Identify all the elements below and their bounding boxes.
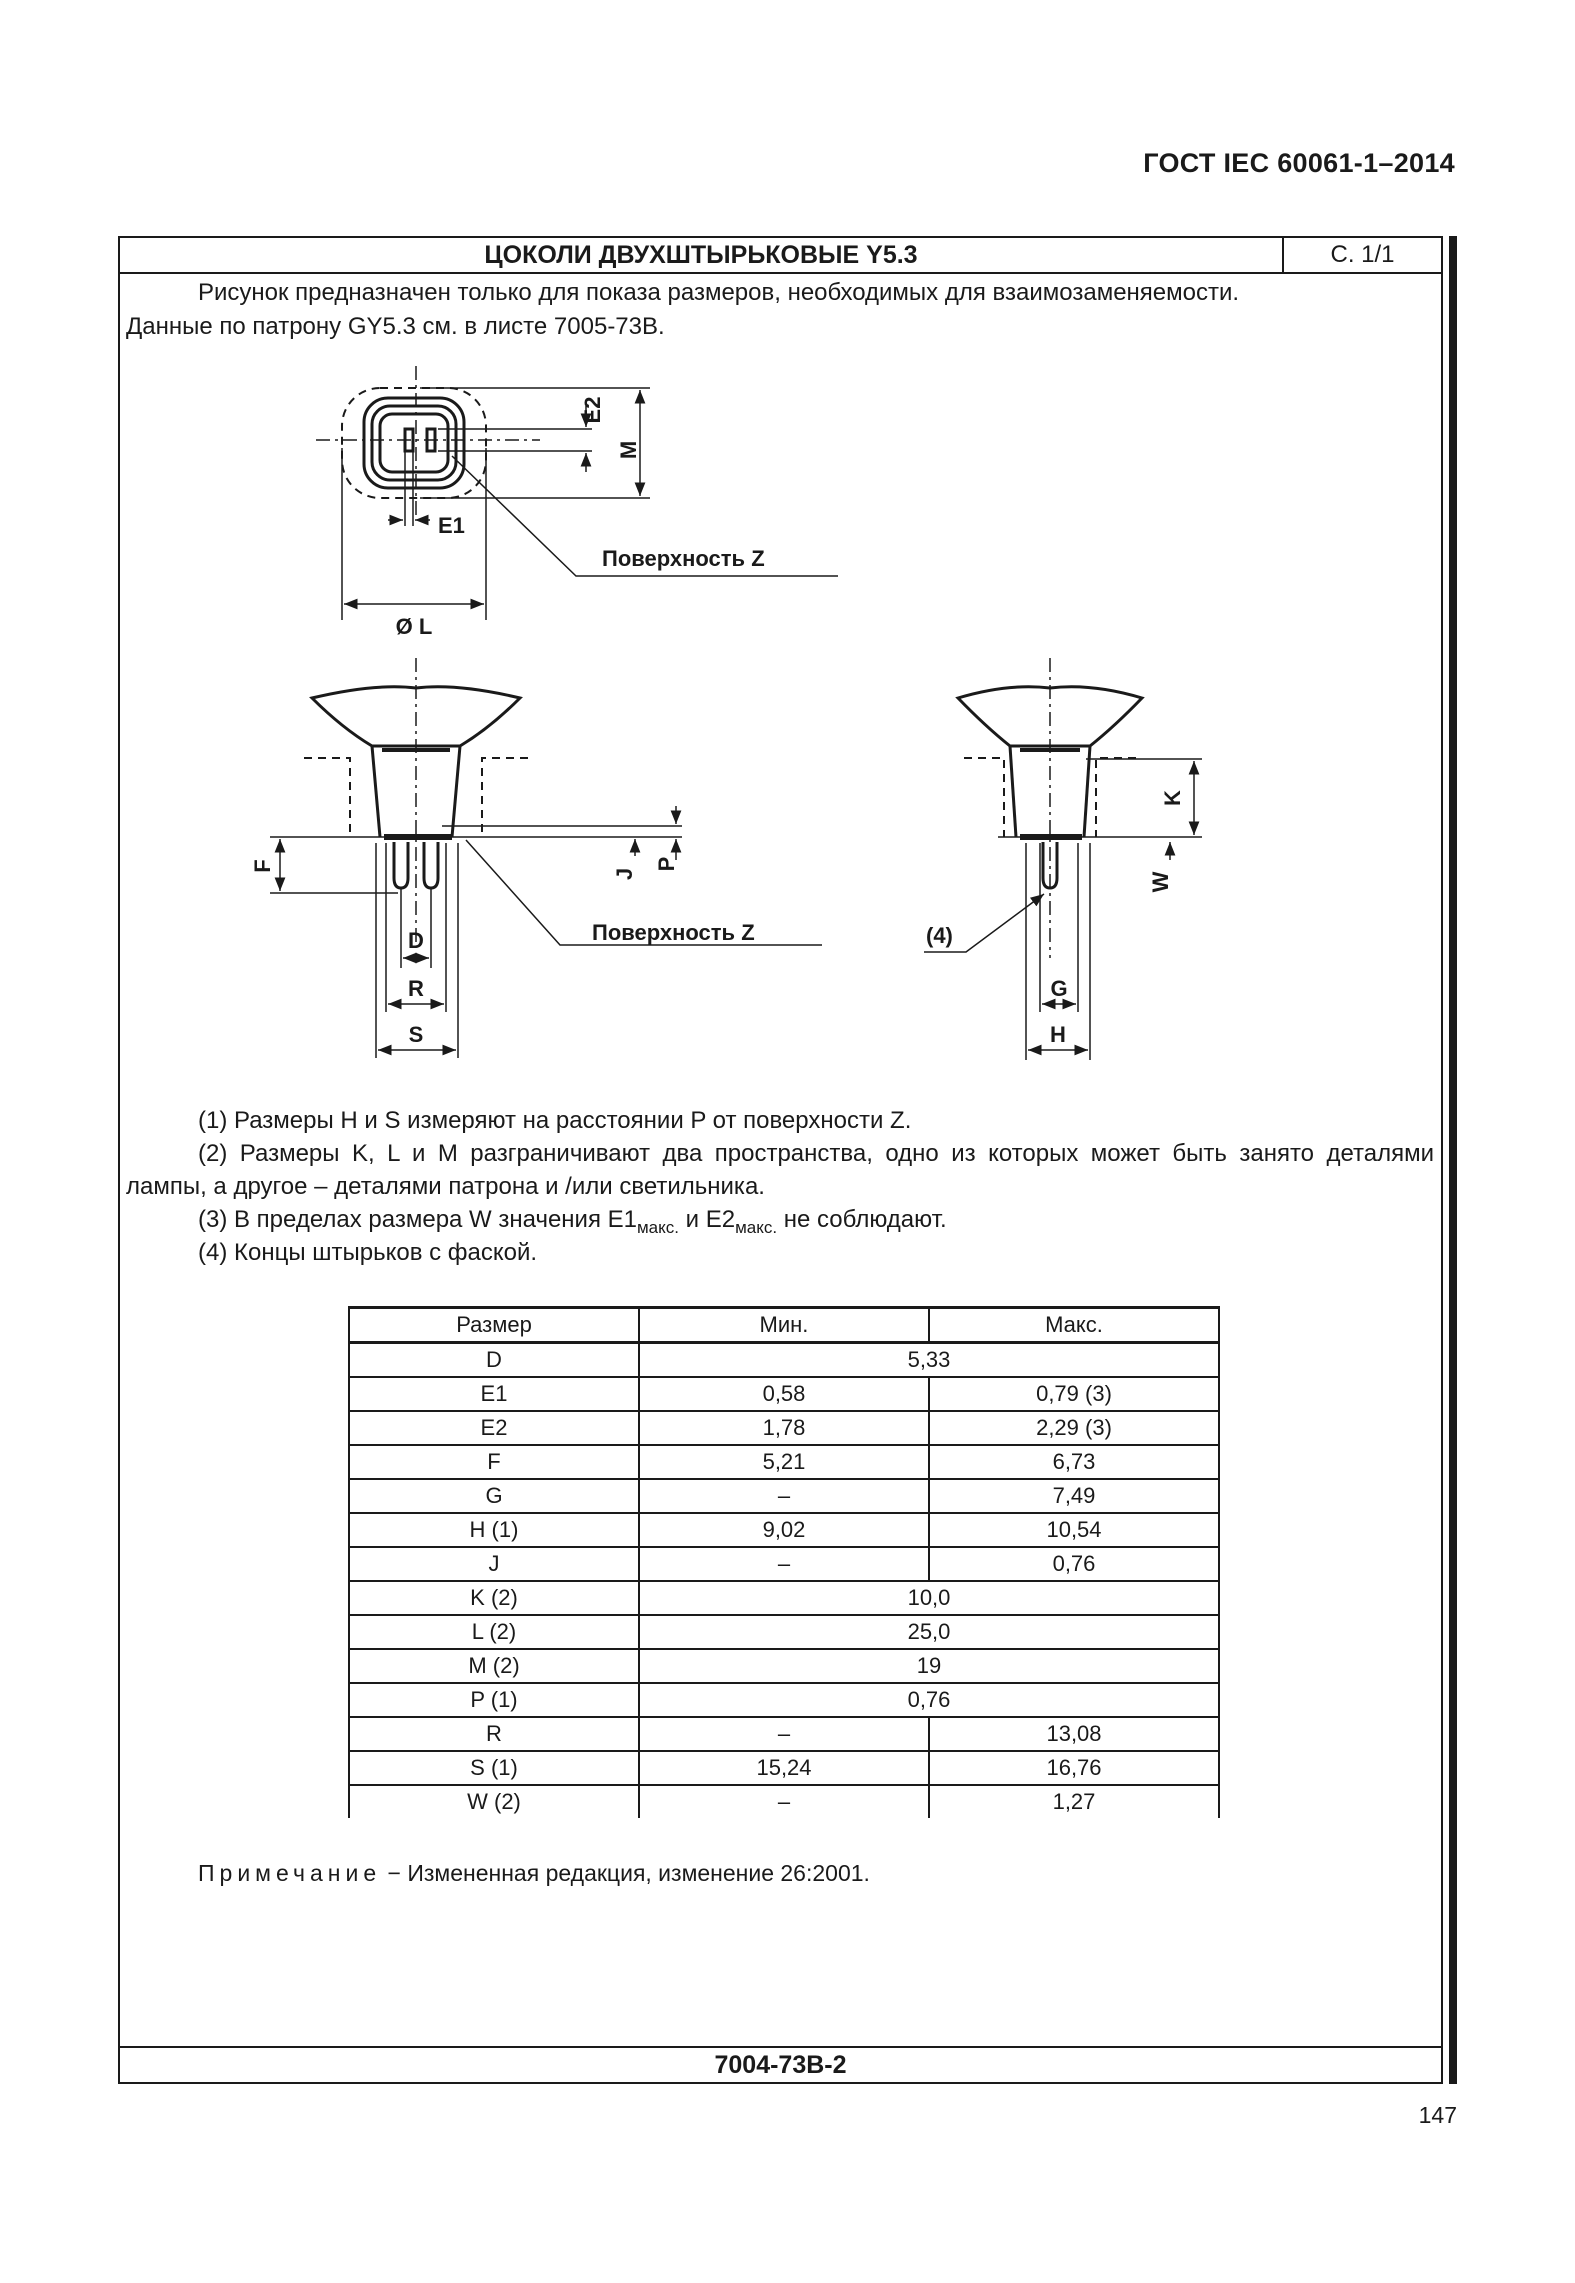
table-row: [349, 1683, 1219, 1717]
label-k: K: [1160, 790, 1185, 806]
cell-min: –: [639, 1785, 929, 1818]
label-h: H: [1050, 1022, 1066, 1047]
cell-value: 25,0: [639, 1615, 1219, 1649]
label-note4: (4): [926, 923, 953, 948]
label-r: R: [408, 976, 424, 1001]
cell-max: 2,29 (3): [929, 1411, 1219, 1445]
table-row: [349, 1547, 1219, 1581]
cell-value: 0,76: [639, 1683, 1219, 1717]
table-row: [349, 1513, 1219, 1547]
label-w: W: [1148, 871, 1173, 893]
page-number: 147: [1418, 2102, 1457, 2128]
cell-min: 0,58: [639, 1377, 929, 1411]
label-g: G: [1050, 976, 1068, 1001]
cell-max: 13,08: [929, 1717, 1219, 1751]
sheet-page: С. 1/1: [1330, 241, 1395, 268]
cell-min: 5,21: [639, 1445, 929, 1479]
note-3-sub-1: макс.: [636, 1218, 679, 1237]
cell-max: 10,54: [929, 1513, 1219, 1547]
footnote-text: − Измененная редакция, изменение 26:2001.: [381, 1860, 870, 1886]
note-3: [126, 1203, 1434, 1236]
cell-dimension: W (2): [349, 1785, 639, 1818]
cap-drawing: [120, 358, 1441, 1098]
table-row: [349, 1751, 1219, 1785]
cell-max: 16,76: [929, 1751, 1219, 1785]
standard-code: ГОСТ IEC 60061-1–2014: [1143, 148, 1455, 178]
cell-dimension: S (1): [349, 1751, 639, 1785]
cell-max: 0,79 (3): [929, 1377, 1219, 1411]
cell-min: 15,24: [639, 1751, 929, 1785]
intro-line-2: Данные по патрону GY5.3 см. в листе 7005-73B.: [126, 313, 665, 340]
label-surface-z-side: Поверхность Z: [592, 920, 755, 945]
cell-dimension: F: [349, 1445, 639, 1479]
cell-min: 1,78: [639, 1411, 929, 1445]
header-max: Макс.: [929, 1308, 1219, 1343]
label-f: F: [250, 859, 275, 873]
cell-dimension: L (2): [349, 1615, 639, 1649]
note-4: (4) Концы штырьков с фаской.: [198, 1239, 538, 1266]
cell-dimension: P (1): [349, 1683, 639, 1717]
note-3-part-c: не соблюдают.: [777, 1206, 947, 1233]
sheet-title: ЦОКОЛИ ДВУХШТЫРЬКОВЫЕ Y5.3: [120, 238, 1284, 272]
cell-dimension: J: [349, 1547, 639, 1581]
cell-max: 7,49: [929, 1479, 1219, 1513]
table-row: [349, 1445, 1219, 1479]
table-row: [349, 1717, 1219, 1751]
table-row: [349, 1649, 1219, 1683]
table-header-row: [349, 1308, 1219, 1343]
sheet-code: 7004-73B-2: [120, 2046, 1441, 2082]
cell-value: 10,0: [639, 1581, 1219, 1615]
label-j: J: [612, 867, 637, 881]
cell-max: 6,73: [929, 1445, 1219, 1479]
table-row: [349, 1615, 1219, 1649]
note-3-sub-2: макс.: [735, 1218, 778, 1237]
header-dimension: Размер: [349, 1308, 639, 1343]
note-3-part-a: (3) В пределах размера W значения E1: [198, 1206, 637, 1233]
table-row: [349, 1411, 1219, 1445]
label-surface-z-top: Поверхность Z: [602, 546, 765, 571]
cell-min: 9,02: [639, 1513, 929, 1547]
note-2: (2) Размеры K, L и M разграничивают два пространства, одно из которых может быть занято деталями лампы, а другое – деталями патрона и /или светильника.: [126, 1140, 1434, 1200]
label-s: S: [408, 1022, 424, 1047]
cell-dimension: G: [349, 1479, 639, 1513]
cell-max: 1,27: [929, 1785, 1219, 1818]
cell-min: –: [639, 1479, 929, 1513]
label-e1: E1: [438, 513, 465, 538]
note-3-part-b: и E2: [678, 1206, 736, 1233]
cell-value: 19: [639, 1649, 1219, 1683]
footnote: [198, 1860, 870, 1887]
cell-dimension: M (2): [349, 1649, 639, 1683]
table-row: [349, 1581, 1219, 1615]
cell-min: –: [639, 1717, 929, 1751]
cell-dimension: D: [349, 1343, 639, 1378]
sheet-header: [120, 238, 1441, 274]
cell-dimension: K (2): [349, 1581, 639, 1615]
cell-dimension: E2: [349, 1411, 639, 1445]
dimensions-table: [348, 1306, 1220, 1818]
label-d: D: [408, 928, 424, 953]
label-diam-l: Ø L: [395, 614, 433, 639]
intro-line-1: Рисунок предназначен только для показа размеров, необходимых для взаимозаменяемости.: [198, 279, 1240, 306]
top-view: [316, 366, 838, 620]
table-row: [349, 1785, 1219, 1818]
note-1: (1) Размеры H и S измеряют на расстоянии P от поверхности Z.: [198, 1107, 912, 1134]
frame-shadow: [1449, 236, 1457, 2084]
cell-dimension: H (1): [349, 1513, 639, 1547]
table-row: [349, 1343, 1219, 1378]
side-view: [270, 658, 822, 1058]
cell-dimension: R: [349, 1717, 639, 1751]
label-e2: E2: [580, 396, 605, 424]
cell-value: 5,33: [639, 1343, 1219, 1378]
cell-max: 0,76: [929, 1547, 1219, 1581]
cell-dimension: E1: [349, 1377, 639, 1411]
table-row: [349, 1479, 1219, 1513]
label-m: M: [616, 440, 641, 460]
label-p: P: [654, 856, 679, 872]
notes-block: [126, 1104, 1434, 1269]
header-min: Мин.: [639, 1308, 929, 1343]
footnote-label: Примечание: [198, 1860, 382, 1886]
cell-min: –: [639, 1547, 929, 1581]
table-row: [349, 1377, 1219, 1411]
intro-text: [126, 276, 1434, 344]
sheet-frame: [118, 236, 1443, 2084]
